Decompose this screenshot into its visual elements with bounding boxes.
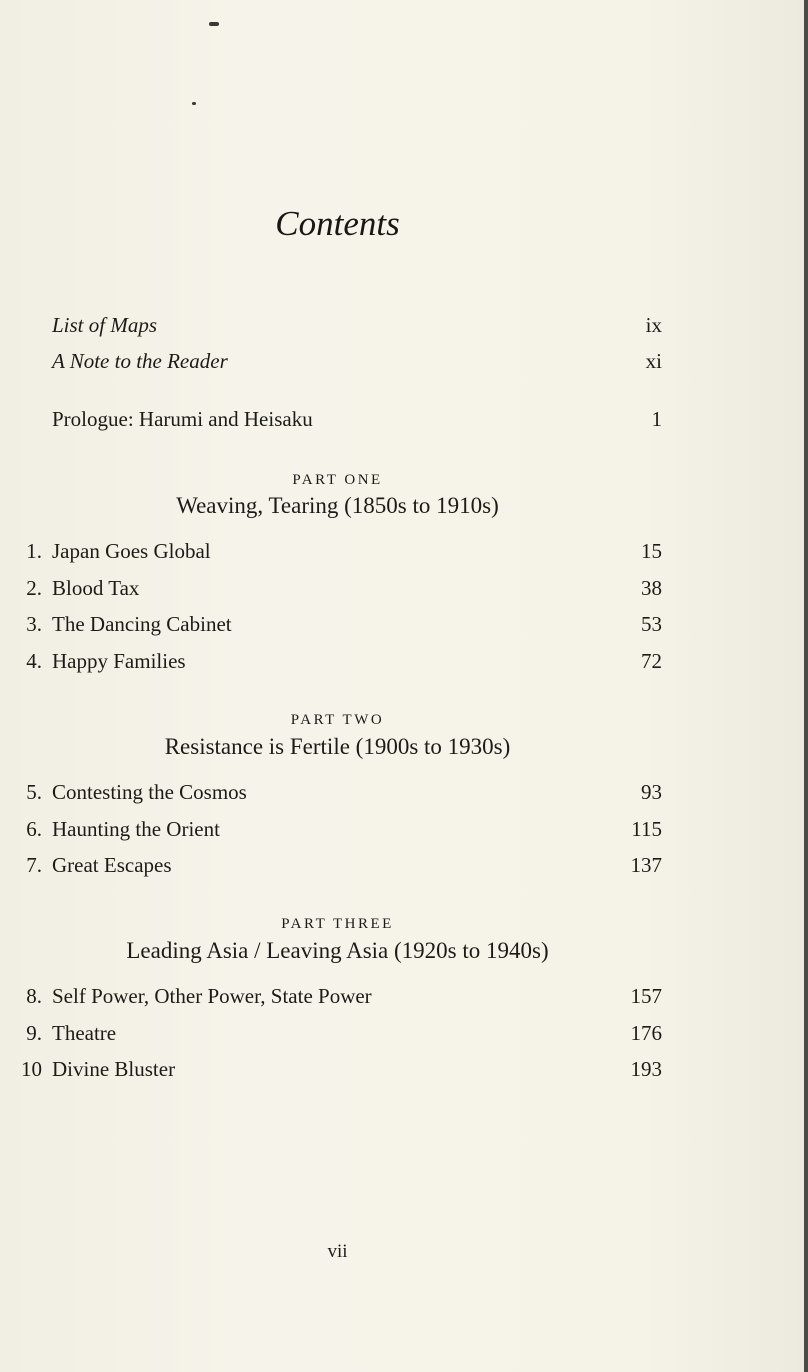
toc-entry-prologue[interactable]	[0, 401, 662, 437]
chapter-number: 7.	[26, 853, 42, 877]
chapter-number: 8.	[26, 984, 42, 1008]
toc-entry-chapter[interactable]	[0, 606, 662, 642]
chapter-number: 10	[21, 1057, 42, 1081]
toc-entry-chapter[interactable]	[0, 1015, 662, 1051]
toc-entry-page: xi	[645, 349, 662, 373]
toc-entry-label: Contesting the Cosmos	[52, 780, 247, 804]
toc-entry-label: The Dancing Cabinet	[52, 612, 232, 636]
toc-entry-page: 72	[641, 649, 662, 673]
part-heading: PART TWO	[290, 712, 385, 728]
toc-entry-chapter[interactable]	[0, 847, 662, 883]
toc-entry-note-to-reader[interactable]	[0, 343, 662, 379]
part-title: Weaving, Tearing (1850s to 1910s)	[176, 493, 499, 518]
toc-entry-page: 137	[630, 853, 662, 877]
part-heading: PART THREE	[281, 916, 394, 932]
chapter-number: 3.	[26, 612, 42, 636]
toc-entry-page: 193	[630, 1057, 662, 1081]
toc-entry-chapter[interactable]	[0, 1051, 662, 1087]
page-title: Contents	[275, 204, 400, 243]
ink-speck	[192, 102, 196, 105]
toc-entry-label: Japan Goes Global	[52, 539, 211, 563]
toc-entry-label: Haunting the Orient	[52, 817, 220, 841]
toc-entry-label: List of Maps	[52, 313, 158, 337]
toc-entry-page: 176	[630, 1021, 662, 1045]
toc-entry-label: Self Power, Other Power, State Power	[52, 984, 372, 1008]
part-title: Resistance is Fertile (1900s to 1930s)	[164, 734, 511, 759]
toc-entry-page: 53	[641, 612, 662, 636]
toc-entry-page: 15	[641, 539, 662, 563]
toc-entry-label: Happy Families	[52, 649, 186, 673]
toc-entry-label: Divine Bluster	[52, 1057, 176, 1081]
toc-entry-page: 157	[630, 984, 662, 1008]
toc-entry-chapter[interactable]	[0, 774, 662, 810]
toc-entry-chapter[interactable]	[0, 570, 662, 606]
toc-entry-label: Blood Tax	[52, 576, 140, 600]
chapter-number: 1.	[26, 539, 42, 563]
chapter-number: 4.	[26, 649, 42, 673]
toc-entry-page: ix	[645, 313, 662, 337]
toc-entry-chapter[interactable]	[0, 811, 662, 847]
toc-entry-chapter[interactable]	[0, 643, 662, 679]
part-heading: PART ONE	[292, 472, 383, 488]
toc-entry-label: Theatre	[52, 1021, 117, 1045]
toc-entry-chapter[interactable]	[0, 978, 662, 1014]
chapter-number: 5.	[26, 780, 42, 804]
chapter-number: 2.	[26, 576, 42, 600]
part-title: Leading Asia / Leaving Asia (1920s to 1940s)	[126, 938, 549, 963]
toc-entry-label: A Note to the Reader	[52, 349, 228, 373]
toc-entry-page: 38	[641, 576, 662, 600]
toc-entry-page: 93	[641, 780, 662, 804]
toc-entry-label: Great Escapes	[52, 853, 172, 877]
chapter-number: 9.	[26, 1021, 42, 1045]
ink-speck	[209, 22, 219, 26]
page-number: vii	[327, 1241, 348, 1262]
toc-entry-page: 1	[651, 407, 662, 431]
toc-entry-list-of-maps[interactable]	[0, 307, 662, 343]
toc-entry-chapter[interactable]	[0, 533, 662, 569]
chapter-number: 6.	[26, 817, 42, 841]
toc-entry-label: Prologue: Harumi and Heisaku	[52, 407, 313, 431]
toc-entry-page: 115	[631, 817, 662, 841]
